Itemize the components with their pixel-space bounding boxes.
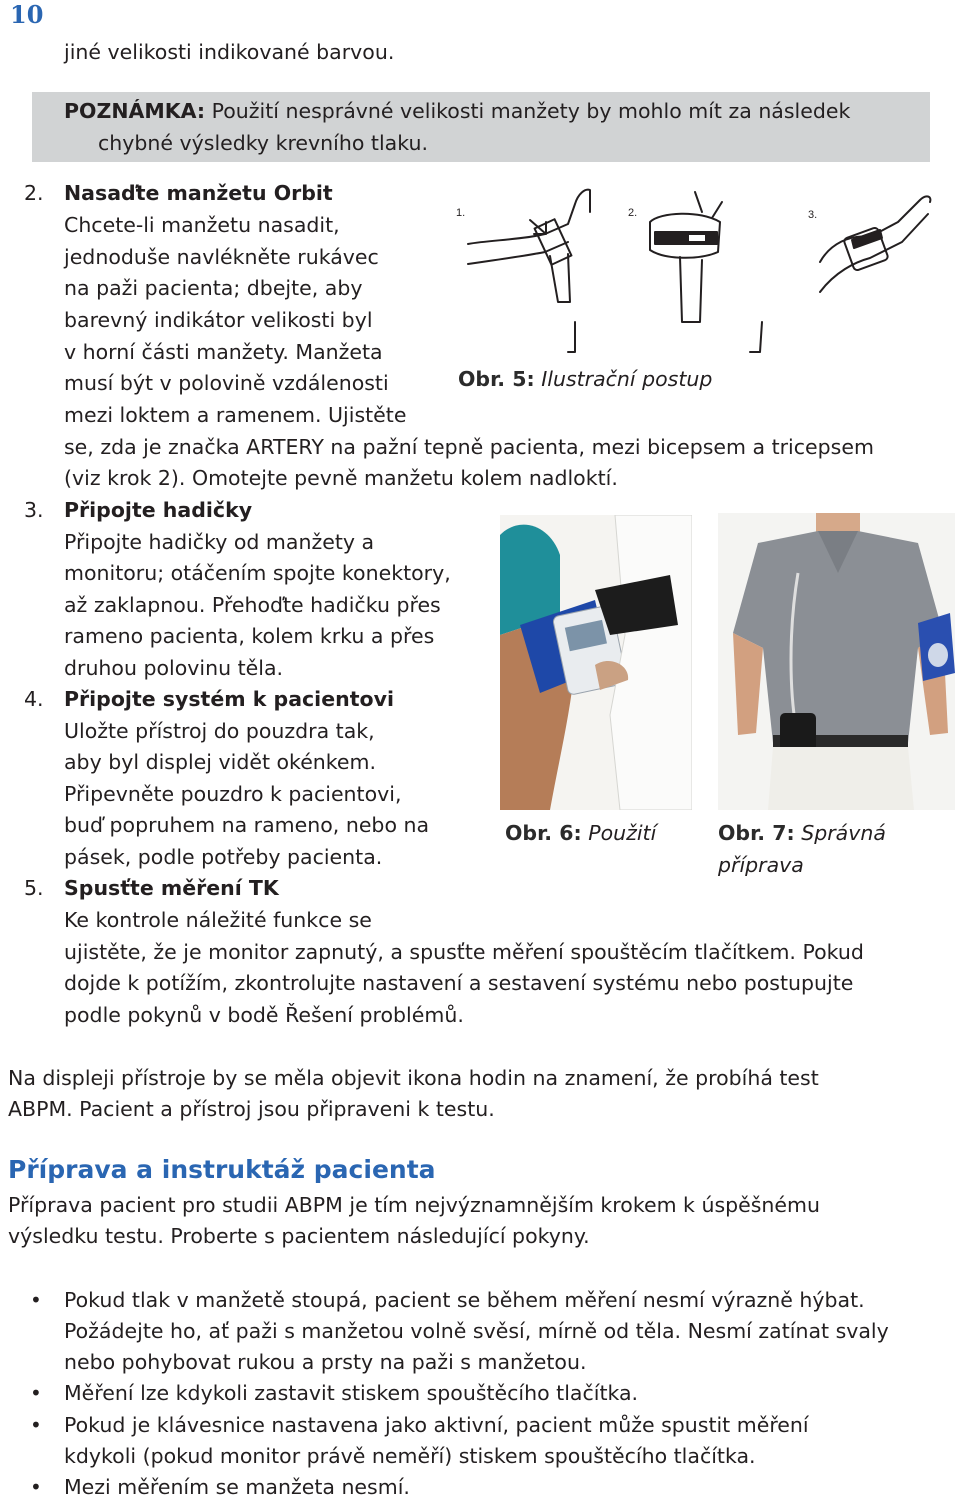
step-3-line: až zaklapnou. Přehoďte hadičku přes — [64, 593, 441, 617]
fig7-label: Obr. 7: — [718, 821, 795, 845]
fig5-label: Obr. 5: — [458, 367, 535, 391]
section-para-line: výsledku testu. Proberte s pacientem následující pokyny. — [8, 1224, 590, 1248]
bullet-4-line: Mezi měřením se manžeta nesmí. — [64, 1475, 410, 1499]
step-2-line: na paži pacienta; dbejte, aby — [64, 276, 363, 300]
bullet-1-line: Pokud tlak v manžetě stoupá, pacient se během měření nesmí výrazně hýbat. — [64, 1288, 865, 1312]
step-5-line: podle pokynů v bodě Řešení problémů. — [64, 1003, 464, 1027]
step-3-line: druhou polovinu těla. — [64, 656, 284, 680]
photo-6-drawing — [500, 515, 692, 810]
step-3-line: Připojte hadičky od manžety a — [64, 530, 375, 554]
fig7-text-2: příprava — [718, 853, 804, 877]
figure-7-caption — [718, 818, 886, 849]
step-2-line: Chcete-li manžetu nasadit, — [64, 213, 340, 237]
fig7-text: Správná — [794, 821, 886, 845]
note-line-1 — [64, 96, 850, 127]
fig5-num-2: 2. — [628, 207, 638, 219]
note-label: POZNÁMKA: — [64, 99, 206, 123]
step-3-line: rameno pacienta, kolem krku a přes — [64, 624, 435, 648]
cuff-1 — [535, 219, 572, 265]
bullet-dot: • — [30, 1475, 42, 1499]
fig6-text: Použití — [581, 821, 657, 845]
step-2-line: musí být v polovině vzdálenosti — [64, 371, 389, 395]
cuff-application-drawing — [450, 182, 950, 372]
bullet-3-line: kdykoli (pokud monitor právě neměří) stiskem spouštěcího tlačítka. — [64, 1444, 756, 1468]
intro-line: jiné velikosti indikované barvou. — [64, 40, 395, 64]
cuff-3 — [843, 227, 888, 271]
figure-5-caption — [458, 364, 712, 395]
step-5-line: Ke kontrole náležité funkce se — [64, 908, 372, 932]
note-text-1: Použití nesprávné velikosti manžety by mohlo mít za následek — [205, 99, 851, 123]
bullet-3-line: Pokud je klávesnice nastavena jako aktivní, pacient může spustit měření — [64, 1413, 809, 1437]
figure-6-photo — [500, 515, 692, 810]
step-2-line: v horní části manžety. Manžeta — [64, 340, 383, 364]
bullet-1-line: nebo pohybovat rukou a prsty na paži s manžetou. — [64, 1350, 587, 1374]
step-5-title: Spusťte měření TK — [64, 876, 279, 900]
section-heading: Příprava a instruktáž pacienta — [8, 1155, 436, 1184]
after-para-line: ABPM. Pacient a přístroj jsou připraveni k testu. — [8, 1097, 495, 1121]
after-para-line: Na displeji přístroje by se měla objevit ikona hodin na znamení, že probíhá test — [8, 1066, 819, 1090]
step-4-num: 4. — [24, 687, 44, 711]
photo-7-drawing — [718, 513, 955, 810]
fig5-text: Ilustrační postup — [534, 367, 713, 391]
section-para-line: Příprava pacient pro studii ABPM je tím nejvýznamnějším krokem k úspěšnému — [8, 1193, 820, 1217]
fig5-num-1: 1. — [456, 207, 466, 219]
step-4-line: pásek, podle potřeby pacienta. — [64, 845, 383, 869]
step-2-line: mezi loktem a ramenem. Ujistěte — [64, 403, 407, 427]
fig6-label: Obr. 6: — [505, 821, 582, 845]
step-2-line: jednoduše navlékněte rukávec — [64, 245, 379, 269]
note-line-2: chybné výsledky krevního tlaku. — [98, 131, 428, 155]
step-3-title: Připojte hadičky — [64, 498, 253, 522]
bullet-dot: • — [30, 1381, 42, 1405]
figure-7-photo — [718, 513, 955, 810]
step-2-num: 2. — [24, 181, 44, 205]
fig5-num-3: 3. — [808, 209, 818, 221]
bullet-dot: • — [30, 1413, 42, 1437]
arm-outline-1 — [468, 190, 590, 244]
step-5-line: ujistěte, že je monitor zapnutý, a spusťte měření spouštěcím tlačítkem. Pokud — [64, 940, 864, 964]
step-2-title: Nasaďte manžetu Orbit — [64, 181, 333, 205]
bullet-2-line: Měření lze kdykoli zastavit stiskem spouštěcího tlačítka. — [64, 1381, 639, 1405]
step-2-line: se, zda je značka ARTERY na pažní tepně pacienta, mezi bicepsem a tricepsem — [64, 435, 874, 459]
bullet-1-line: Požádejte ho, ať paži s manžetou volně svěsí, mírně od těla. Nesmí zatínat svaly — [64, 1319, 889, 1343]
step-5-num: 5. — [24, 876, 44, 900]
page-number: 10 — [10, 0, 44, 29]
figure-5-illustration — [450, 182, 950, 372]
step-5-line: dojde k potížím, zkontrolujte nastavení a sestavení systému nebo postupujte — [64, 971, 854, 995]
bullet-dot: • — [30, 1288, 42, 1312]
step-4-line: Uložte přístroj do pouzdra tak, — [64, 719, 375, 743]
step-3-num: 3. — [24, 498, 44, 522]
step-4-line: Připevněte pouzdro k pacientovi, — [64, 782, 402, 806]
cuff-2 — [655, 232, 717, 244]
step-3-line: monitoru; otáčením spojte konektory, — [64, 561, 451, 585]
step-2-line: barevný indikátor velikosti byl — [64, 308, 373, 332]
step-4-line: aby byl displej vidět okénkem. — [64, 750, 377, 774]
step-2-line: (viz krok 2). Omotejte pevně manžetu kolem nadloktí. — [64, 466, 618, 490]
arrow-1 — [530, 220, 546, 234]
step-4-title: Připojte systém k pacientovi — [64, 687, 394, 711]
step-4-line: buď popruhem na rameno, nebo na — [64, 813, 430, 837]
figure-6-caption — [505, 818, 656, 849]
figure-7-caption-2 — [718, 850, 804, 881]
